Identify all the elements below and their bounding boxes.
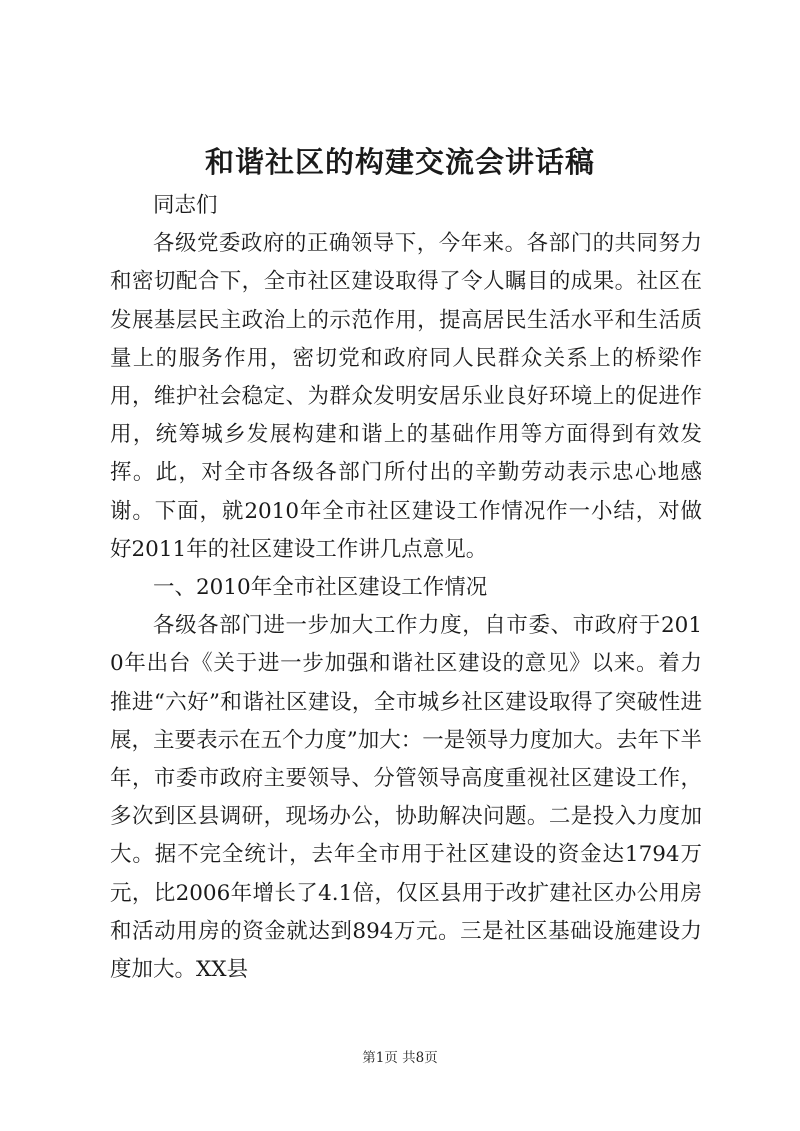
salutation: 同志们 (153, 193, 218, 218)
section-heading-1: 一、2010年全市社区建设工作情况 (153, 575, 488, 601)
page-footer (0, 1048, 800, 1068)
page-total: 共8页 (402, 1050, 438, 1066)
document-body (110, 187, 702, 989)
body-paragraph-2: 各级各部门进一步加大工作力度，自市委、市政府于2010年出台《关于进一步加强和谐社区建设的意见》以来。着力推进“六好”和谐社区建设，全市城乡社区建设取得了突破性进展，主要表示在五个力度”加大：一是领导力度加大。去年下半年，市委市政府主要领导、分管领导高度重视社区建设工作，多次到区县调研，现场办公，协助解决问题。二是投入力度加大。据不完全统计，去年全市用于社区建设的资金达1794万元，比2006年增长了4.1倍，仅区县用于改扩建社区办公用房和活动用房的资金就达到894万元。三是社区基础设施建设力度加大。XX县 (110, 613, 702, 983)
page-number: 第1页 (362, 1050, 398, 1066)
document-title: 和谐社区的构建交流会讲话稿 (204, 145, 595, 179)
body-paragraph-1: 各级党委政府的正确领导下，今年来。各部门的共同努力和密切配合下，全市社区建设取得了令人瞩目的成果。社区在发展基层民主政治上的示范作用，提高居民生活水平和生活质量上的服务作用，密切党和政府同人民群众关系上的桥梁作用，维护社会稳定、为群众发明安居乐业良好环境上的促进作用，统筹城乡发展构建和谐上的基础作用等方面得到有效发挥。此，对全市各级各部门所付出的辛勤劳动表示忠心地感谢。下面，就2010年全市社区建设工作情况作一小结，对做好2011年的社区建设工作讲几点意见。 (110, 231, 702, 562)
